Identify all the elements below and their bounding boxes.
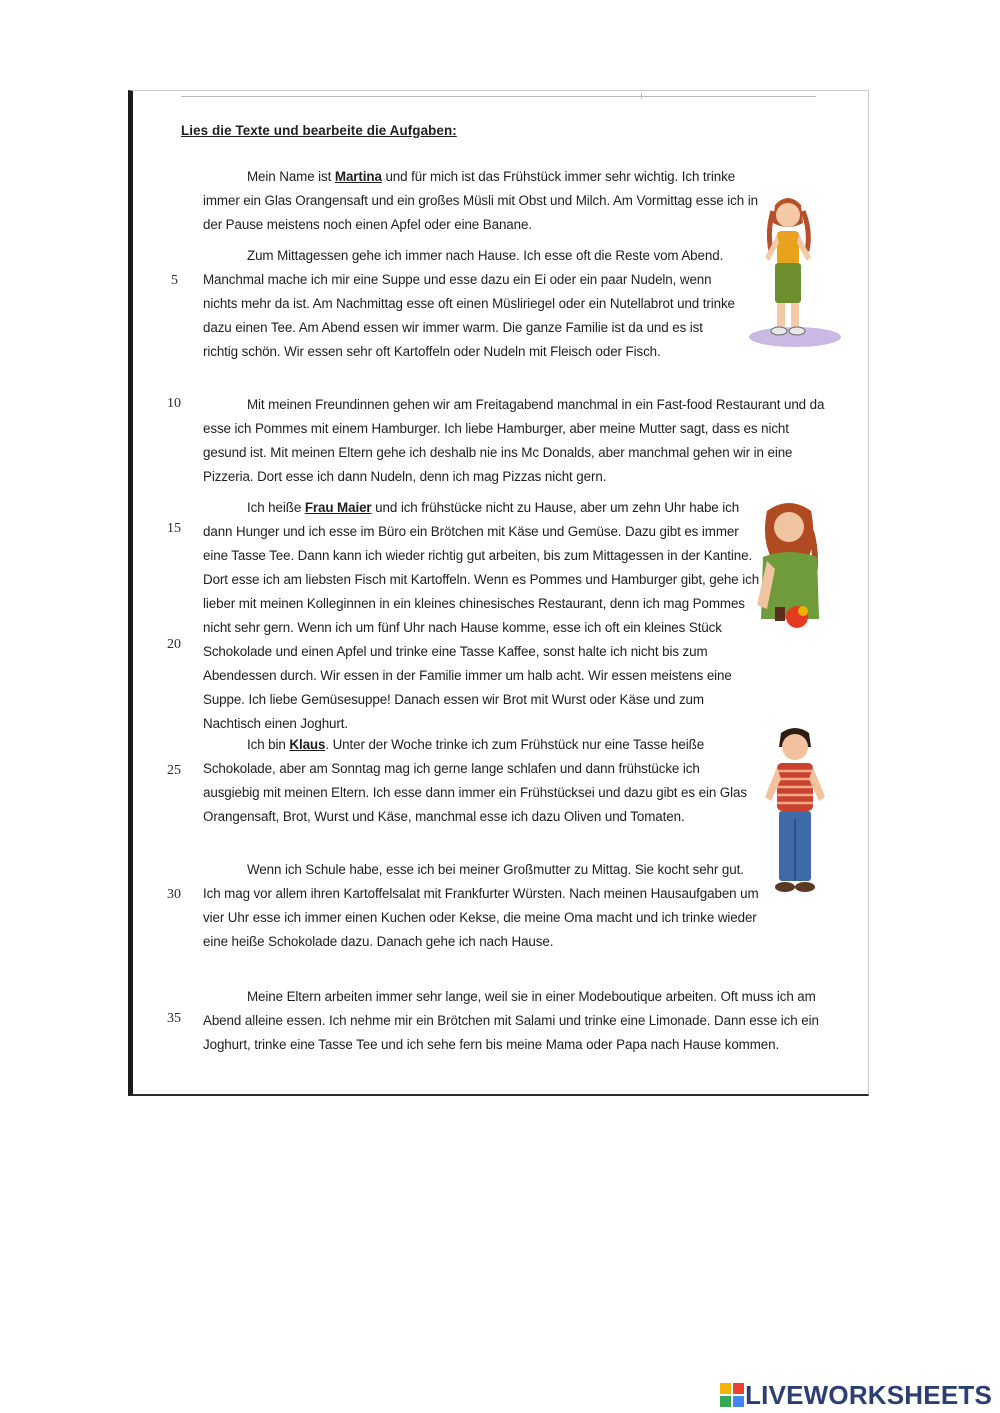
paragraph-martina-meals — [203, 244, 738, 364]
paragraph-klaus-evening — [203, 985, 833, 1057]
paragraph-frau-maier — [203, 496, 763, 736]
line-number-25: 25 — [167, 763, 181, 778]
paragraph-klaus-lunch — [203, 858, 763, 954]
line-number-5: 5 — [171, 273, 178, 288]
text-segment: Wenn ich Schule habe, esse ich bei meiner Großmutter zu Mittag. Sie kocht sehr gut. Ich mag vor allem ihren Kartoffelsalat mit Frankfurter Würsten. Nach meinen Hausaufgaben um vier Uhr esse ich immer einen Kuchen oder Kekse, die meine Oma macht und ich trinke wieder eine heiße Schokolade dazu. Danach gehe ich nach Hause. — [203, 862, 759, 949]
paragraph-martina-breakfast — [203, 165, 763, 237]
text-segment: und ich frühstücke nicht zu Hause, aber um zehn Uhr habe ich dann Hunger und ich esse im Büro ein Brötchen mit Käse und Gemüse. Dazu gibt es immer eine Tasse Tee. Dann kann ich wieder richtig gut arbeiten, bis zum Mittagessen in der Kantine. Dort esse ich am liebsten Fisch mit Kartoffeln. Wenn es Pommes und Hamburger gibt, gehe ich lieber mit meinen Kolleginnen in ein kleines chinesisches Restaurant, denn ich mag Pommes nicht sehr gern. Wenn ich um fünf Uhr nach Hause komme, esse ich oft ein kleines Stück Schokolade und einen Apfel und trinke eine Tasse Kaffee, sonst halte ich nicht bis zum Abendessen durch. Wir essen in der Familie immer um halb acht. Wir essen meistens eine Suppe. Ich liebe Gemüsesuppe! Danach essen wir Brot mit Wurst oder Käse und zum Nachtisch einen Joghurt. — [203, 500, 760, 731]
name-frau-maier: Frau Maier — [304, 500, 372, 515]
line-number-30: 30 — [167, 887, 181, 902]
line-number-20: 20 — [167, 637, 181, 652]
paragraph-klaus-breakfast — [203, 733, 751, 829]
klaus-illustration — [755, 727, 835, 907]
liveworksheets-logo-icon — [719, 1382, 745, 1408]
paragraph-martina-friends — [203, 393, 833, 489]
text-segment: Zum Mittagessen gehe ich immer nach Hause. Ich esse oft die Reste vom Abend. Manchmal mache ich mir eine Suppe und esse dazu ein Ei oder ein paar Nudeln, wenn nichts mehr da ist. Am Nachmittag esse oft einen Müsliriegel oder ein Nutellabrot und trinke dazu einen Tee. Am Abend essen wir immer warm. Die ganze Familie ist da und es ist richtig schön. Wir essen sehr oft Kartoffeln oder Nudeln mit Fleisch oder Fisch. — [203, 248, 735, 359]
text-segment: . Unter der Woche trinke ich zum Frühstück nur eine Tasse heiße Schokolade, aber am Sonntag mag ich gerne lange schlafen und dann frühstücke ich ausgiebig mit meinen Eltern. Ich esse dann immer ein Frühstücksei und dazu gibt es ein Glas Orangensaft, Brot, Wurst und Käse, manchmal esse ich dazu Oliven und Tomaten. — [203, 737, 747, 824]
text-segment: Mit meinen Freundinnen gehen wir am Freitagabend manchmal in ein Fast-food Restaurant und da esse ich Pommes mit einem Hamburger. Ich liebe Hamburger, aber meine Mutter sagt, dass es nicht gesund ist. Mit meinen Eltern gehe ich deshalb nie ins Mc Donalds, aber manchmal gehen wir in eine Pizzeria. Dort esse ich dann Nudeln, denn ich mag Pizzas nicht gern. — [203, 397, 825, 484]
name-martina: Martina — [334, 169, 382, 184]
text-segment: Ich bin — [247, 737, 290, 752]
text-segment: Mein Name ist — [247, 169, 335, 184]
text-segment: und für mich ist das Frühstück immer sehr wichtig. Ich trinke immer ein Glas Orangensaft und ein großes Müsli mit Obst und Milch. Am Vormittag esse ich in der Pause meistens noch einen Apfel oder eine Banane. — [203, 169, 758, 232]
martina-illustration — [733, 191, 843, 351]
line-number-10: 10 — [167, 396, 181, 411]
text-segment: Ich heiße — [247, 500, 305, 515]
header-rule — [181, 96, 816, 97]
liveworksheets-brand[interactable] — [719, 1381, 992, 1409]
name-klaus: Klaus — [289, 737, 326, 752]
line-number-15: 15 — [167, 521, 181, 536]
brand-name: LIVEWORKSHEETS — [745, 1379, 992, 1410]
worksheet-page — [128, 90, 869, 1096]
text-segment: Meine Eltern arbeiten immer sehr lange, weil sie in einer Modeboutique arbeiten. Oft muss ich am Abend alleine essen. Ich nehme mir ein Brötchen mit Salami und trinke eine Limonade. Dann esse ich ein Joghurt, trinke eine Tasse Tee und ich sehe fern bis meine Mama oder Papa nach Hause kommen. — [203, 989, 819, 1052]
worksheet-heading: Lies die Texte und bearbeite die Aufgaben: — [181, 123, 457, 138]
frau-maier-illustration — [753, 501, 833, 636]
line-number-35: 35 — [167, 1011, 181, 1026]
